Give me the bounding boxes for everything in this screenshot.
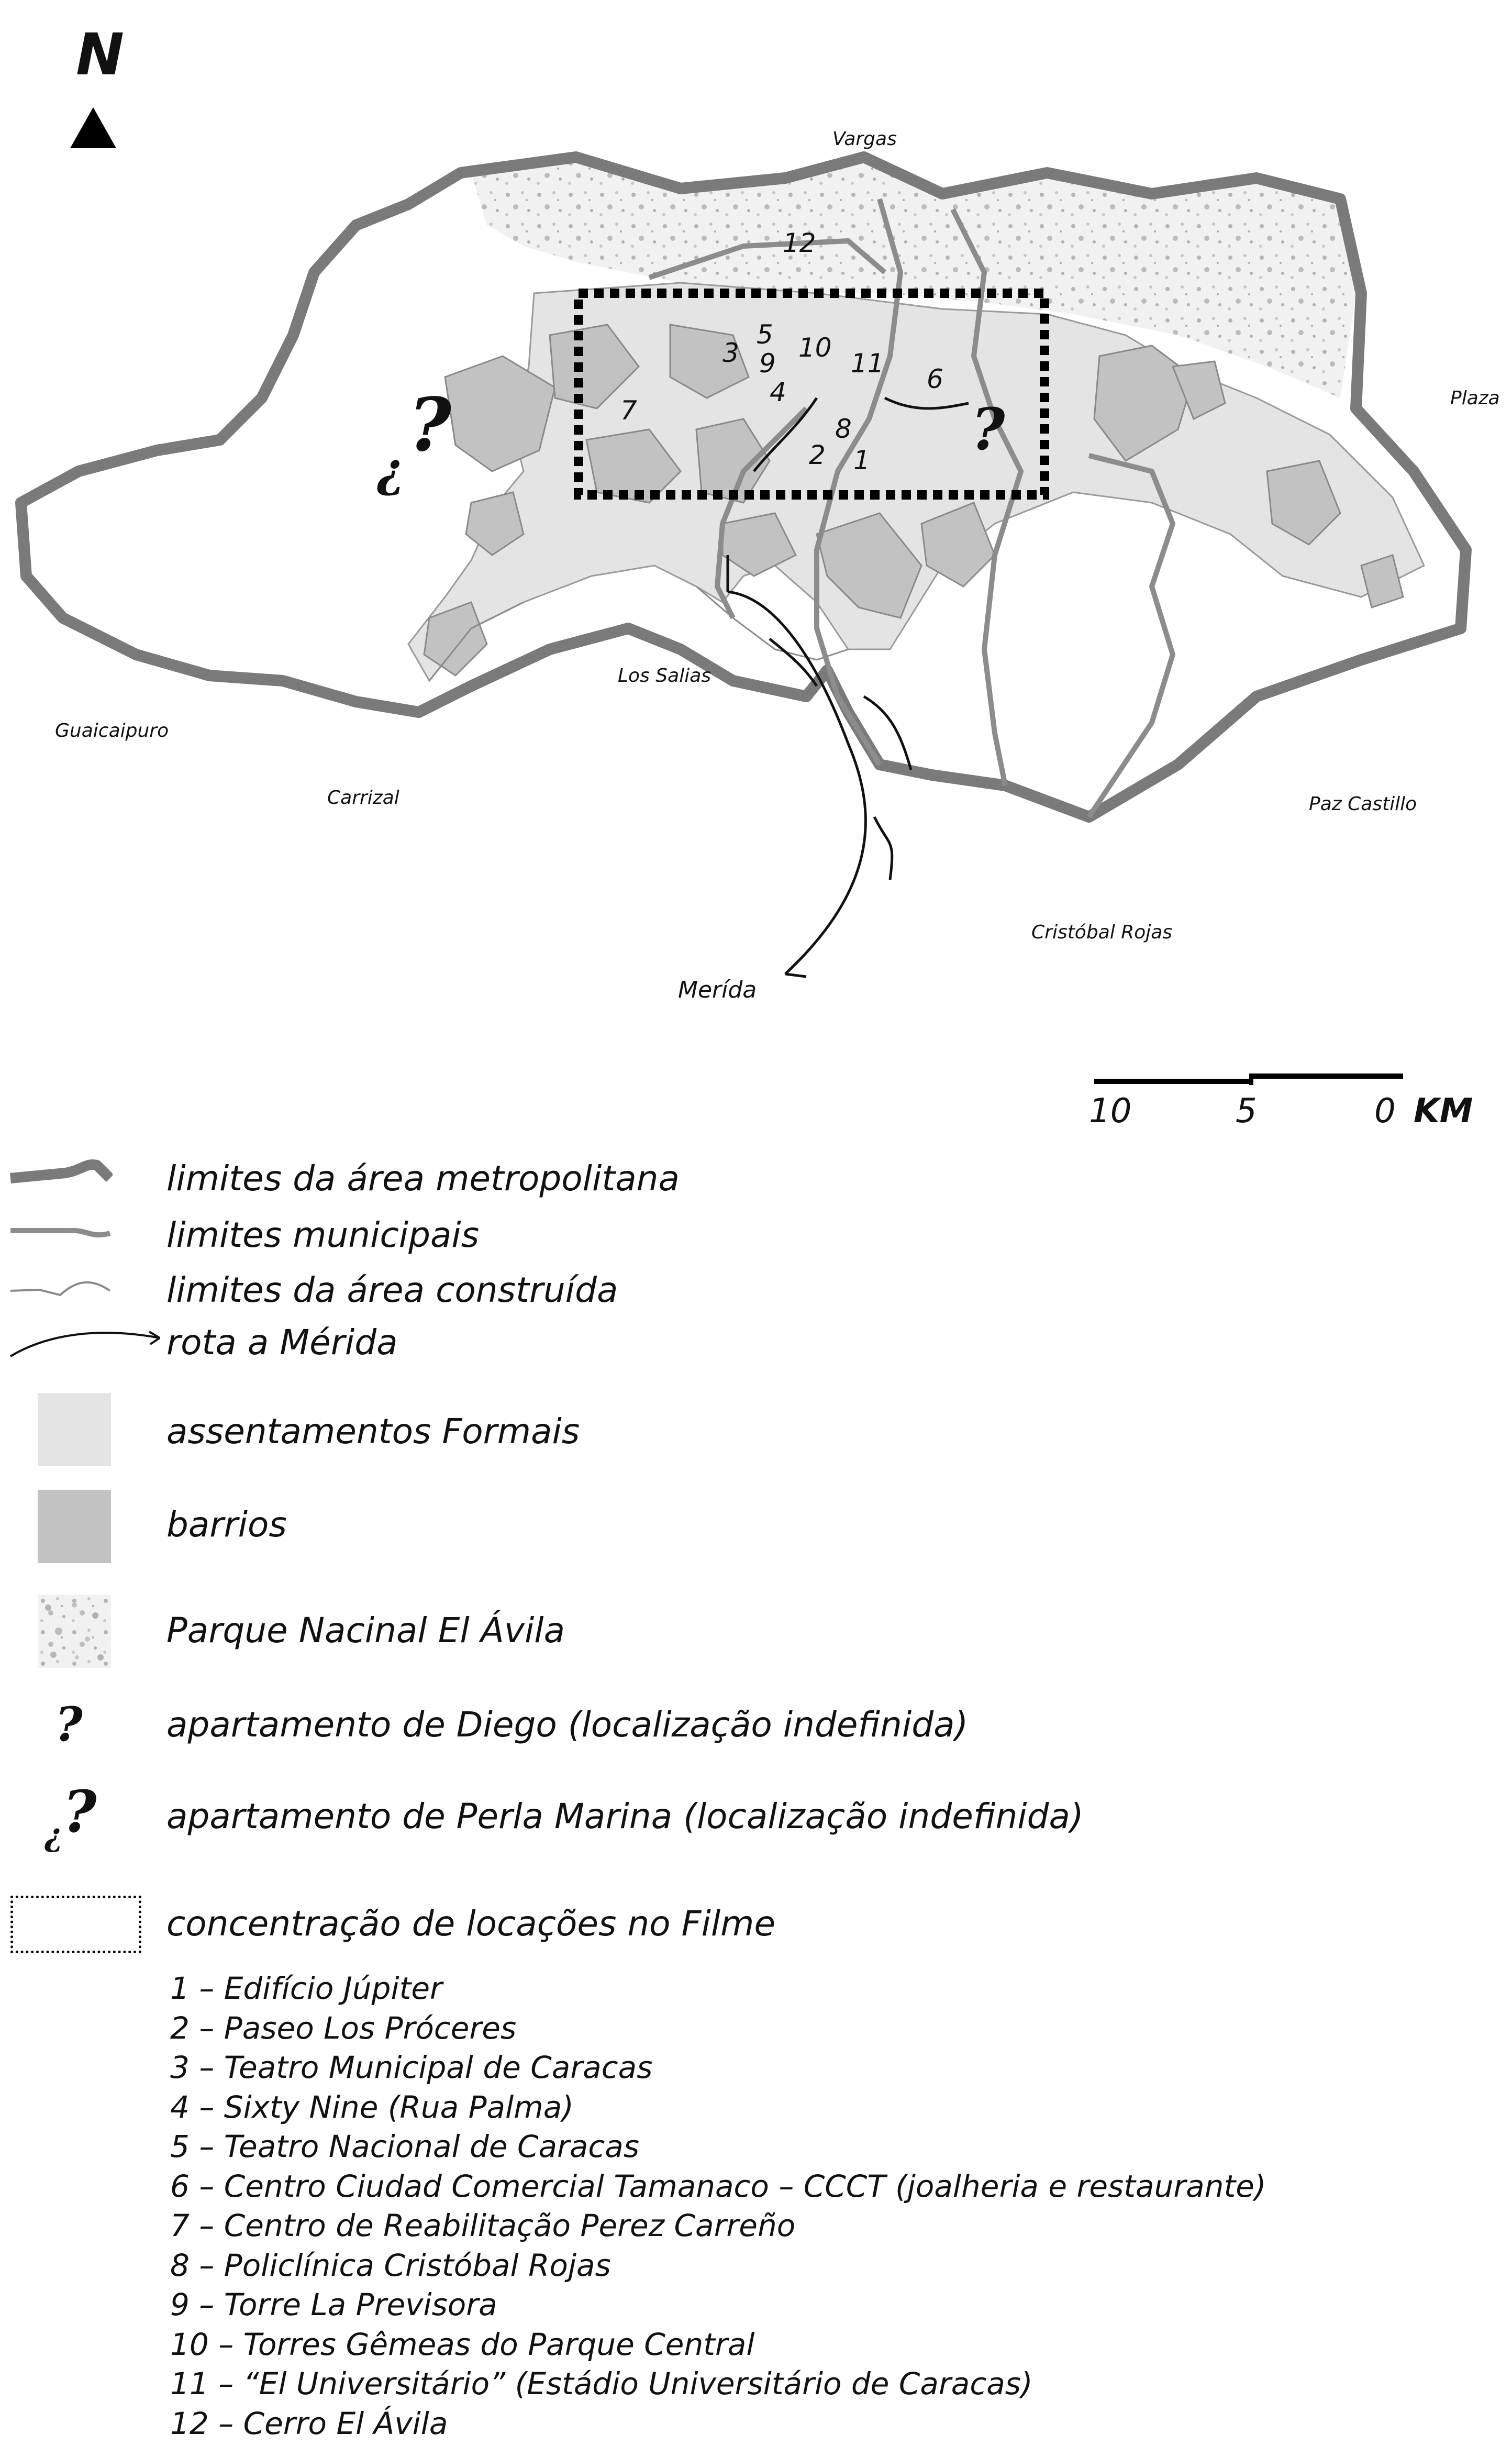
scale-label-10: 10 [1089,1092,1132,1131]
question-mark-large-icon: ? [63,1778,97,1845]
place-merida: Merída [678,977,757,1003]
location-item: 3 – Teatro Municipal de Caracas [170,2050,653,2085]
map-number-8: 8 [835,414,852,444]
barrios-swatch [38,1490,111,1563]
location-item: 6 – Centro Ciudad Comercial Tamanaco – CCCT (joalheria e restaurante) [170,2168,1266,2204]
scale-label-5: 5 [1236,1092,1257,1131]
legend-row-municipal [0,1215,1512,1272]
location-item: 5 – Teatro Nacional de Caracas [170,2129,640,2164]
location-item: 4 – Sixty Nine (Rua Palma) [170,2089,574,2125]
location-item: 1 – Edifício Júpiter [170,1971,442,2006]
place-paz-castillo: Paz Castillo [1309,793,1417,815]
perla-marker-icon: ? [408,382,452,468]
legend-label-route: rota a Mérida [166,1322,398,1363]
diego-marker-icon: ? [971,395,1005,463]
municipal-boundary-icon [8,1215,113,1246]
legend-row-metro [0,1152,1512,1210]
legend-label-metro: limites da área metropolitana [166,1158,680,1199]
legend-row-route [0,1322,1512,1380]
place-plaza: Plaza [1450,388,1500,409]
location-item: 9 – Torre La Previsora [170,2287,497,2322]
legend-row-built [0,1270,1512,1327]
legend-label-municipal: limites municipais [166,1215,480,1255]
place-carrizal: Carrizal [327,787,399,809]
legend-row-diego [0,1697,1512,1754]
scale-bar [1089,1068,1476,1157]
location-list [170,1969,1266,2443]
perla-marker-inverted-icon: ¿ [377,442,405,498]
legend-row-formal [0,1393,1512,1451]
national-park-swatch [38,1595,111,1668]
map-number-6: 6 [927,364,943,394]
route-arrow-icon [8,1322,165,1364]
legend-label-formal: assentamentos Formais [166,1411,580,1452]
map-number-11: 11 [851,348,884,379]
place-los-salias: Los Salias [618,665,711,687]
place-guaicaipuro: Guaicaipuro [55,720,169,741]
metro-boundary-icon [8,1152,113,1194]
map-number-4: 4 [770,377,786,407]
location-item: 8 – Policlínica Cristóbal Rojas [170,2247,611,2283]
legend-label-perla: apartamento de Perla Marina (localização indefinida) [166,1796,1084,1836]
legend-label-park: Parque Nacinal El Ávila [166,1610,565,1651]
scale-unit: KM [1414,1092,1473,1131]
scale-label-0: 0 [1374,1092,1396,1131]
map-number-2: 2 [809,440,826,470]
dotted-rectangle-icon [10,1896,141,1953]
question-mark-icon: ? [55,1697,83,1752]
place-cristobal-rojas: Cristóbal Rojas [1031,922,1173,943]
legend-label-rectangle: concentração de locações no Filme [166,1903,776,1944]
map-number-5: 5 [757,319,773,350]
legend-row-perla [0,1778,1512,1854]
legend-row-park [0,1595,1512,1652]
map-number-3: 3 [722,338,739,368]
map-number-1: 1 [853,445,870,475]
legend-label-built: limites da área construída [166,1270,618,1310]
legend-label-barrios: barrios [166,1504,287,1545]
formal-settlement-swatch [38,1393,111,1466]
map-number-7: 7 [620,395,637,426]
built-area-boundary-icon [8,1270,113,1301]
legend-label-diego: apartamento de Diego (localização indefinida) [166,1705,969,1745]
inverted-question-mark-icon: ¿ [45,1817,63,1854]
map-number-10: 10 [798,333,832,363]
location-item: 12 – Cerro El Ávila [170,2405,448,2441]
map-canvas [0,0,1512,1047]
place-vargas: Vargas [832,128,897,150]
map-number-12: 12 [783,228,816,258]
north-label: N [76,21,125,88]
legend-row-rectangle [0,1896,1512,1953]
location-item: 10 – Torres Gêmeas do Parque Central [170,2326,755,2362]
location-item: 11 – “El Universitário” (Estádio Universitário de Caracas) [170,2366,1033,2401]
legend-row-barrios [0,1490,1512,1547]
location-item: 7 – Centro de Reabilitação Perez Carreño [170,2208,796,2243]
map-number-9: 9 [759,348,776,379]
location-item: 2 – Paseo Los Próceres [170,2010,517,2046]
